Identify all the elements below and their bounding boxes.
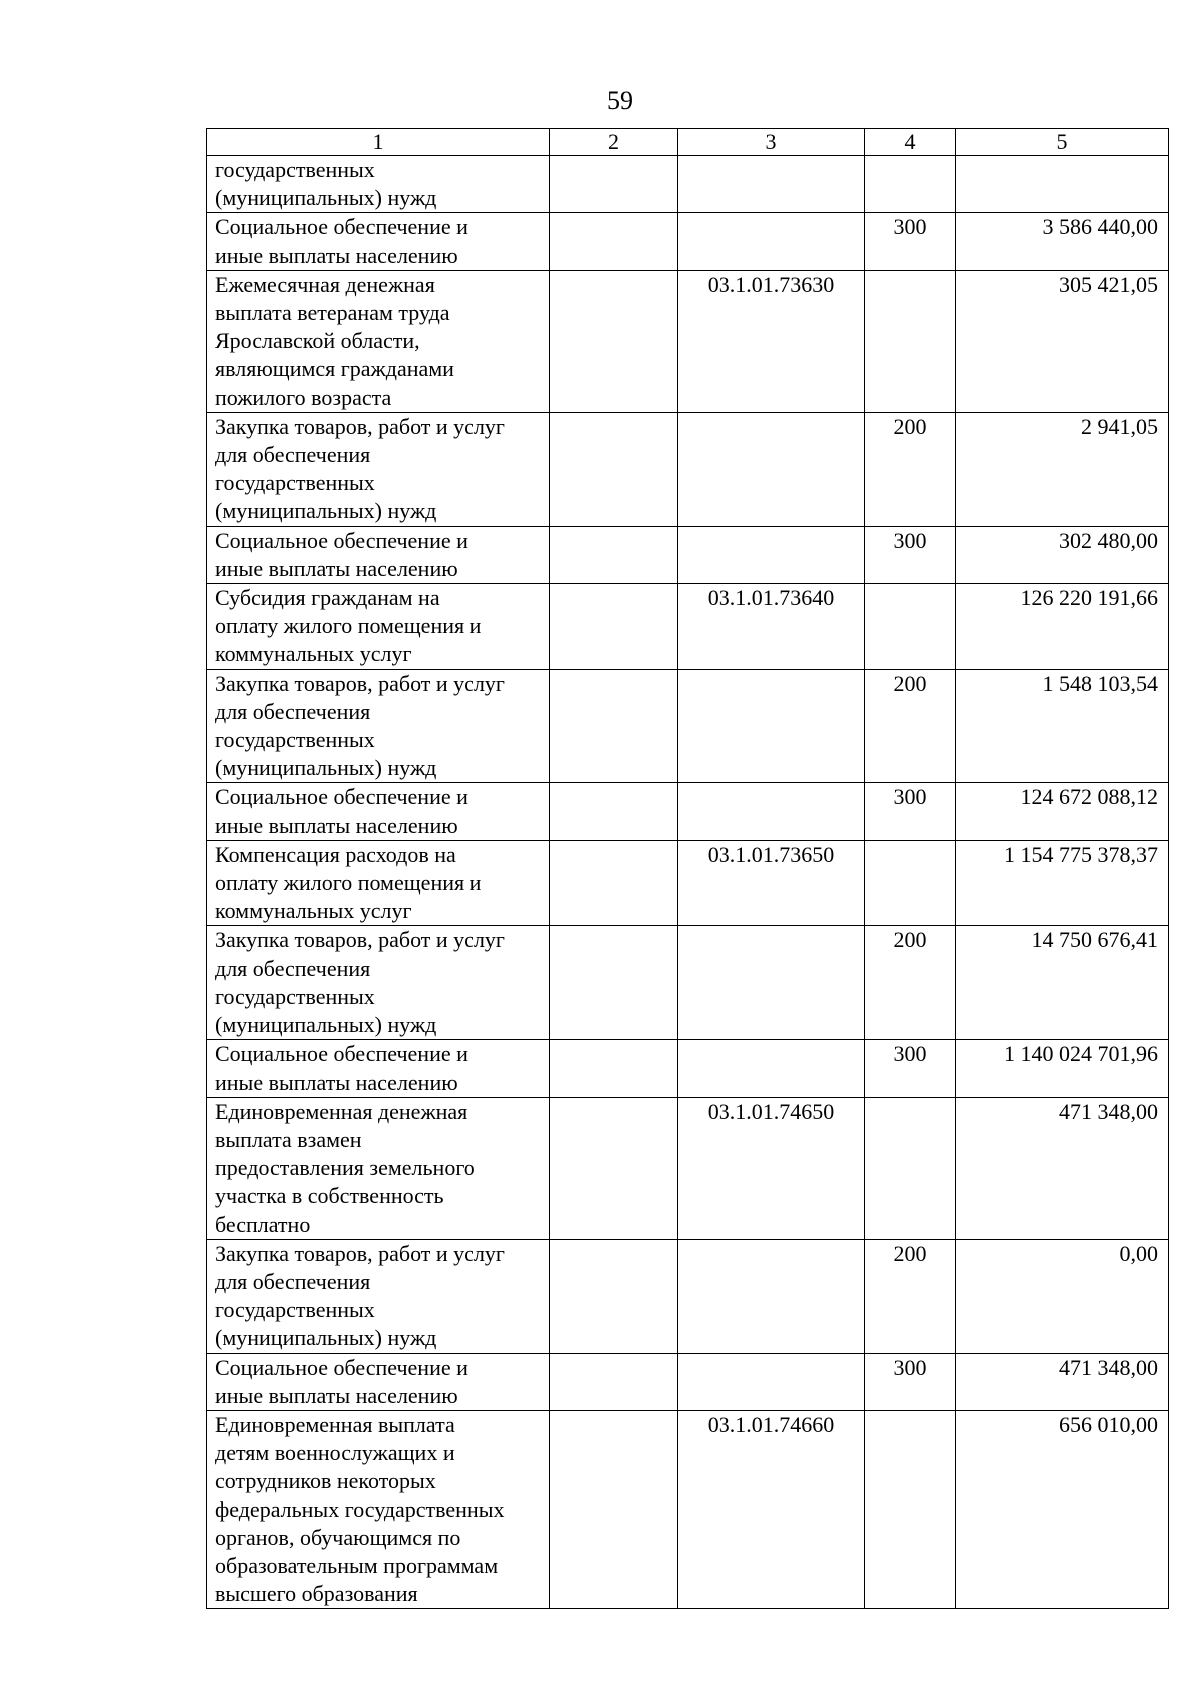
expense-name-cell: Социальное обеспечение и иные выплаты населению bbox=[207, 1353, 550, 1410]
column-2-cell bbox=[550, 270, 678, 412]
expense-name-cell: государственных (муниципальных) нужд bbox=[207, 156, 550, 213]
table-row bbox=[207, 840, 1169, 926]
column-2-cell bbox=[550, 526, 678, 583]
expense-type-cell: 300 bbox=[865, 1353, 956, 1410]
column-2-cell bbox=[550, 1097, 678, 1239]
column-2-cell bbox=[550, 1239, 678, 1353]
amount-cell: 0,00 bbox=[956, 1239, 1169, 1353]
expense-name-cell: Закупка товаров, работ и услуг для обеспечения государственных (муниципальных) нужд bbox=[207, 412, 550, 526]
table-row bbox=[207, 270, 1169, 412]
expense-type-cell: 200 bbox=[865, 669, 956, 783]
target-code-cell: 03.1.01.73630 bbox=[678, 270, 865, 412]
amount-cell: 302 480,00 bbox=[956, 526, 1169, 583]
amount-cell: 1 548 103,54 bbox=[956, 669, 1169, 783]
expense-name-cell: Социальное обеспечение и иные выплаты населению bbox=[207, 526, 550, 583]
amount-cell: 3 586 440,00 bbox=[956, 213, 1169, 270]
table-row bbox=[207, 1097, 1169, 1239]
column-header: 1 bbox=[207, 129, 550, 156]
expense-type-cell: 300 bbox=[865, 783, 956, 840]
column-2-cell bbox=[550, 840, 678, 926]
column-header: 4 bbox=[865, 129, 956, 156]
table-row bbox=[207, 213, 1169, 270]
expense-name-cell: Компенсация расходов на оплату жилого помещения и коммунальных услуг bbox=[207, 840, 550, 926]
target-code-cell bbox=[678, 1040, 865, 1097]
expense-name-cell: Закупка товаров, работ и услуг для обеспечения государственных (муниципальных) нужд bbox=[207, 926, 550, 1040]
table-row bbox=[207, 1410, 1169, 1608]
column-header: 2 bbox=[550, 129, 678, 156]
target-code-cell bbox=[678, 1353, 865, 1410]
target-code-cell bbox=[678, 926, 865, 1040]
expense-type-cell: 200 bbox=[865, 412, 956, 526]
expense-type-cell: 200 bbox=[865, 926, 956, 1040]
table-row bbox=[207, 584, 1169, 670]
amount-cell: 305 421,05 bbox=[956, 270, 1169, 412]
expense-type-cell bbox=[865, 1410, 956, 1608]
column-2-cell bbox=[550, 156, 678, 213]
column-2-cell bbox=[550, 584, 678, 670]
table-row bbox=[207, 783, 1169, 840]
target-code-cell: 03.1.01.74660 bbox=[678, 1410, 865, 1608]
target-code-cell bbox=[678, 1239, 865, 1353]
expense-type-cell: 200 bbox=[865, 1239, 956, 1353]
column-2-cell bbox=[550, 1353, 678, 1410]
target-code-cell bbox=[678, 213, 865, 270]
amount-cell: 656 010,00 bbox=[956, 1410, 1169, 1608]
column-2-cell bbox=[550, 213, 678, 270]
target-code-cell: 03.1.01.73650 bbox=[678, 840, 865, 926]
expense-type-cell bbox=[865, 584, 956, 670]
expense-type-cell bbox=[865, 1097, 956, 1239]
amount-cell bbox=[956, 156, 1169, 213]
column-2-cell bbox=[550, 1410, 678, 1608]
amount-cell: 2 941,05 bbox=[956, 412, 1169, 526]
expense-type-cell: 300 bbox=[865, 526, 956, 583]
table-row bbox=[207, 926, 1169, 1040]
column-2-cell bbox=[550, 926, 678, 1040]
page-number: 59 bbox=[607, 86, 633, 115]
expense-type-cell: 300 bbox=[865, 1040, 956, 1097]
expense-name-cell: Субсидия гражданам на оплату жилого помещения и коммунальных услуг bbox=[207, 584, 550, 670]
table-row bbox=[207, 412, 1169, 526]
amount-cell: 1 140 024 701,96 bbox=[956, 1040, 1169, 1097]
amount-cell: 126 220 191,66 bbox=[956, 584, 1169, 670]
table-row bbox=[207, 156, 1169, 213]
column-header: 5 bbox=[956, 129, 1169, 156]
amount-cell: 471 348,00 bbox=[956, 1353, 1169, 1410]
expense-type-cell bbox=[865, 270, 956, 412]
expense-name-cell: Социальное обеспечение и иные выплаты населению bbox=[207, 1040, 550, 1097]
table-row bbox=[207, 669, 1169, 783]
target-code-cell bbox=[678, 669, 865, 783]
column-2-cell bbox=[550, 669, 678, 783]
target-code-cell bbox=[678, 412, 865, 526]
target-code-cell bbox=[678, 783, 865, 840]
expense-type-cell: 300 bbox=[865, 213, 956, 270]
expense-name-cell: Социальное обеспечение и иные выплаты населению bbox=[207, 213, 550, 270]
amount-cell: 124 672 088,12 bbox=[956, 783, 1169, 840]
table-row bbox=[207, 526, 1169, 583]
table-body bbox=[207, 156, 1169, 1609]
expense-type-cell bbox=[865, 156, 956, 213]
column-2-cell bbox=[550, 783, 678, 840]
amount-cell: 14 750 676,41 bbox=[956, 926, 1169, 1040]
expense-name-cell: Закупка товаров, работ и услуг для обеспечения государственных (муниципальных) нужд bbox=[207, 1239, 550, 1353]
amount-cell: 471 348,00 bbox=[956, 1097, 1169, 1239]
expense-name-cell: Ежемесячная денежная выплата ветеранам труда Ярославской области, являющимся гражданами пожилого возраста bbox=[207, 270, 550, 412]
column-2-cell bbox=[550, 1040, 678, 1097]
target-code-cell bbox=[678, 156, 865, 213]
expense-name-cell: Единовременная выплата детям военнослужащих и сотрудников некоторых федеральных государственных органов, обучающимся по образовательным программам высшего образования bbox=[207, 1410, 550, 1608]
target-code-cell: 03.1.01.73640 bbox=[678, 584, 865, 670]
column-number-row bbox=[207, 129, 1169, 156]
expense-name-cell: Закупка товаров, работ и услуг для обеспечения государственных (муниципальных) нужд bbox=[207, 669, 550, 783]
column-2-cell bbox=[550, 412, 678, 526]
table-row bbox=[207, 1040, 1169, 1097]
expense-name-cell: Социальное обеспечение и иные выплаты населению bbox=[207, 783, 550, 840]
expense-name-cell: Единовременная денежная выплата взамен предоставления земельного участка в собственность бесплатно bbox=[207, 1097, 550, 1239]
target-code-cell: 03.1.01.74650 bbox=[678, 1097, 865, 1239]
table-row bbox=[207, 1353, 1169, 1410]
column-header: 3 bbox=[678, 129, 865, 156]
target-code-cell bbox=[678, 526, 865, 583]
budget-table bbox=[206, 128, 1169, 1609]
amount-cell: 1 154 775 378,37 bbox=[956, 840, 1169, 926]
table-row bbox=[207, 1239, 1169, 1353]
expense-type-cell bbox=[865, 840, 956, 926]
